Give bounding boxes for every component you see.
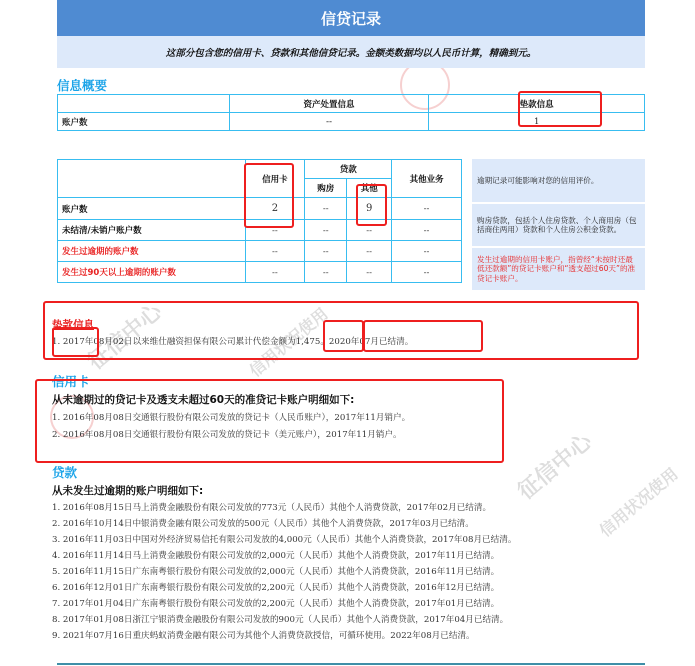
loan-item: 1. 2016年08月15日马上消费金融股份有限公司发放的773元（人民币）其他个人消费贷款，2017年02月已结清。 <box>52 503 492 513</box>
credit-card-count: -- <box>245 220 305 241</box>
table-row <box>58 262 462 283</box>
grid-header-other-loan: 其他 <box>347 179 392 198</box>
row-label-warning: 发生过90天以上逾期的账户数 <box>58 262 246 283</box>
row-label: 账户数 <box>58 113 230 131</box>
loan-item: 7. 2017年01月04日广东南粤银行股份有限公司发放的2,200元（人民币）其他个人消费贷款，2017年01月已结清。 <box>52 599 500 609</box>
grid-header-other-business: 其他业务 <box>392 160 462 198</box>
other-business-count: -- <box>392 198 462 220</box>
table-row <box>58 241 462 262</box>
notes-panel <box>472 159 645 290</box>
watermark-text: 征信中心 <box>83 299 168 375</box>
table-row <box>58 198 462 220</box>
housing-loan-count: -- <box>305 198 347 220</box>
other-business-count: -- <box>392 241 462 262</box>
grid-header-loan: 贷款 <box>305 160 392 179</box>
credit-card-item: 2. 2016年08月08日交通银行股份有限公司发放的贷记卡（美元账户），2017年11月销户。 <box>52 430 402 440</box>
watermark-text: 信用状况使用 <box>245 304 332 381</box>
page-subtitle: 这部分包含您的信用卡、贷款和其他信贷记录。金额类数据均以人民币计算，精确到元。 <box>57 36 645 68</box>
credit-card-item: 1. 2016年08月08日交通银行股份有限公司发放的贷记卡（人民币账户），2017年11月销户。 <box>52 413 411 423</box>
housing-loan-count: -- <box>305 262 347 283</box>
account-summary-table <box>57 159 462 283</box>
summary-header-advance: 垫款信息 <box>429 95 645 113</box>
watermark-text: 信用状况使用 <box>595 464 682 541</box>
section-title-loan: 贷款 <box>52 465 78 480</box>
loan-item: 5. 2016年11月15日广东南粤银行股份有限公司发放的2,000元（人民币）其他个人消费贷款，2016年11月已结清。 <box>52 567 500 577</box>
housing-loan-count: -- <box>305 220 347 241</box>
other-loan-count: -- <box>347 262 392 283</box>
grid-header-housing-loan: 购房 <box>305 179 347 198</box>
footer-divider <box>57 663 645 665</box>
loan-item: 3. 2016年11月03日中国对外经济贸易信托有限公司发放的4,000元（人民币）其他个人消费贷款，2017年08月已结清。 <box>52 535 517 545</box>
note-overdue-impact: 逾期记录可能影响对您的信用评价。 <box>472 159 645 202</box>
other-loan-count: -- <box>347 241 392 262</box>
advance-item: 1. 2017年08月02日以来维仕融资担保有限公司累计代偿金额为1,475。2020年07月已结清。 <box>52 337 414 347</box>
note-overdue-definition: 发生过逾期的信用卡账户，指曾经“未按时还最低还款额”的贷记卡账户和“透支超过60天”的准贷记卡账户。 <box>472 248 645 290</box>
row-label: 账户数 <box>58 198 246 220</box>
credit-card-count: -- <box>245 241 305 262</box>
advance-count: 1 <box>429 113 645 131</box>
credit-card-count: 2 <box>245 198 305 220</box>
summary-table <box>57 94 645 131</box>
row-label-warning: 发生过逾期的账户数 <box>58 241 246 262</box>
other-loan-count: -- <box>347 220 392 241</box>
loan-item: 8. 2017年01月08日浙江宁银消费金融股份有限公司发放的900元（人民币）其他个人消费贷款，2017年04月已结清。 <box>52 615 509 625</box>
note-housing-loan-definition: 购房贷款，包括个人住房贷款、个人商用房（包括商住两用）贷款和个人住房公积金贷款。 <box>472 204 645 246</box>
section-title-advance-info: 垫款信息 <box>52 319 94 331</box>
grid-header-empty <box>58 160 246 198</box>
row-label: 未结清/未销户账户数 <box>58 220 246 241</box>
table-row <box>58 113 645 131</box>
summary-header-asset-disposal: 资产处置信息 <box>229 95 429 113</box>
loan-item: 9. 2021年07月16日重庆蚂蚁消费金融有限公司为其他个人消费贷款授信，可循环使用。2022年08月已结清。 <box>52 631 475 641</box>
other-business-count: -- <box>392 220 462 241</box>
asset-disposal-count: -- <box>229 113 429 131</box>
loan-subheading: 从未发生过逾期的账户明细如下: <box>52 485 204 497</box>
other-loan-count: 9 <box>347 198 392 220</box>
other-business-count: -- <box>392 262 462 283</box>
loan-item: 6. 2016年12月01日广东南粤银行股份有限公司发放的2,200元（人民币）其他个人消费贷款，2016年12月已结清。 <box>52 583 500 593</box>
annotation-advance-section <box>43 301 639 360</box>
summary-header-empty <box>58 95 230 113</box>
housing-loan-count: -- <box>305 241 347 262</box>
page-title: 信贷记录 <box>57 0 645 36</box>
section-title-overview: 信息概要 <box>57 78 108 93</box>
loan-item: 4. 2016年11月14日马上消费金融股份有限公司发放的2,000元（人民币）其他个人消费贷款，2017年11月已结清。 <box>52 551 500 561</box>
credit-card-count: -- <box>245 262 305 283</box>
grid-header-credit-card: 信用卡 <box>245 160 305 198</box>
watermark-text: 征信中心 <box>513 429 598 505</box>
section-title-credit-card: 信用卡 <box>52 374 90 389</box>
table-row <box>58 220 462 241</box>
credit-card-subheading: 从未逾期过的贷记卡及透支未超过60天的准贷记卡账户明细如下: <box>52 394 355 406</box>
loan-item: 2. 2016年10月14日中银消费金融有限公司发放的500元（人民币）其他个人消费贷款，2017年03月已结清。 <box>52 519 474 529</box>
